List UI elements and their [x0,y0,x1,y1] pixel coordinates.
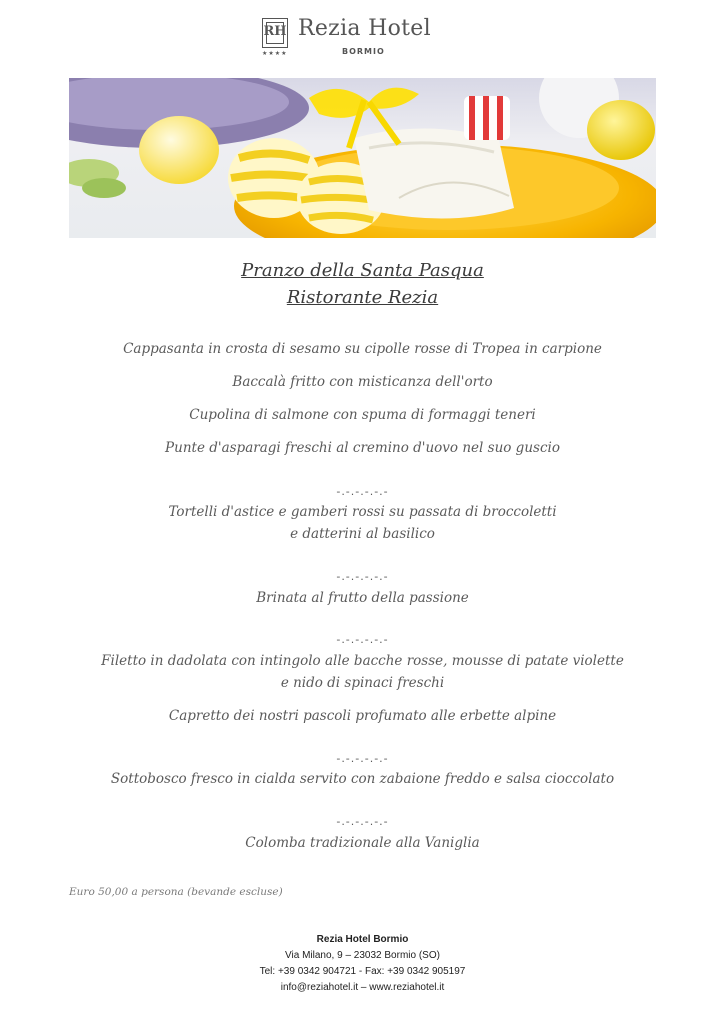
course-separator: -.-.-.-.-.- [336,485,389,498]
logo-monogram: RH [262,18,288,48]
menu-item: Cappasanta in crosta di sesamo su cipolle rosse di Tropea in carpione [123,341,602,357]
hero-image-easter-table [69,78,656,238]
menu-item: e datterini al basilico [290,526,435,542]
course-separator: -.-.-.-.-.- [336,633,389,646]
course-separator: -.-.-.-.-.- [336,570,389,583]
footer-phone: Tel: +39 0342 904721 - Fax: +39 0342 905197 [259,966,466,977]
menu-item: Colomba tradizionale alla Vaniglia [245,835,480,851]
restaurant-title: Ristorante Rezia [286,287,439,308]
menu-title: Pranzo della Santa Pasqua [241,260,484,281]
menu-item: e nido di spinaci freschi [280,675,445,691]
logo-name: Rezia Hotel [298,16,431,41]
footer-hotel-name: Rezia Hotel Bormio [316,934,409,945]
menu-item: Tortelli d'astice e gamberi rossi su passata di broccoletti [168,504,557,520]
menu-item: Baccalà fritto con misticanza dell'orto [232,374,493,390]
course-separator: -.-.-.-.-.- [336,752,389,765]
menu-item: Capretto dei nostri pascoli profumato alle erbette alpine [168,708,557,724]
menu-item: Brinata al frutto della passione [256,590,469,606]
price-note: Euro 50,00 a persona (bevande escluse) [69,886,283,898]
logo-city: BORMIO [342,47,385,56]
footer-address: Via Milano, 9 – 23032 Bormio (SO) [285,950,440,961]
menu-item: Punte d'asparagi freschi al cremino d'uovo nel suo guscio [165,440,560,456]
menu-item: Filetto in dadolata con intingolo alle bacche rosse, mousse di patate violette [101,653,624,669]
menu-item: Sottobosco fresco in cialda servito con zabaione freddo e salsa cioccolato [110,771,615,787]
logo-stars: ★★★★ [262,50,288,57]
hotel-logo [262,16,462,60]
course-separator: -.-.-.-.-.- [336,815,389,828]
menu-item: Cupolina di salmone con spuma di formaggi teneri [189,407,536,423]
footer-contacts: info@reziahotel.it – www.reziahotel.it [280,982,445,993]
hero-illustration [69,78,656,238]
